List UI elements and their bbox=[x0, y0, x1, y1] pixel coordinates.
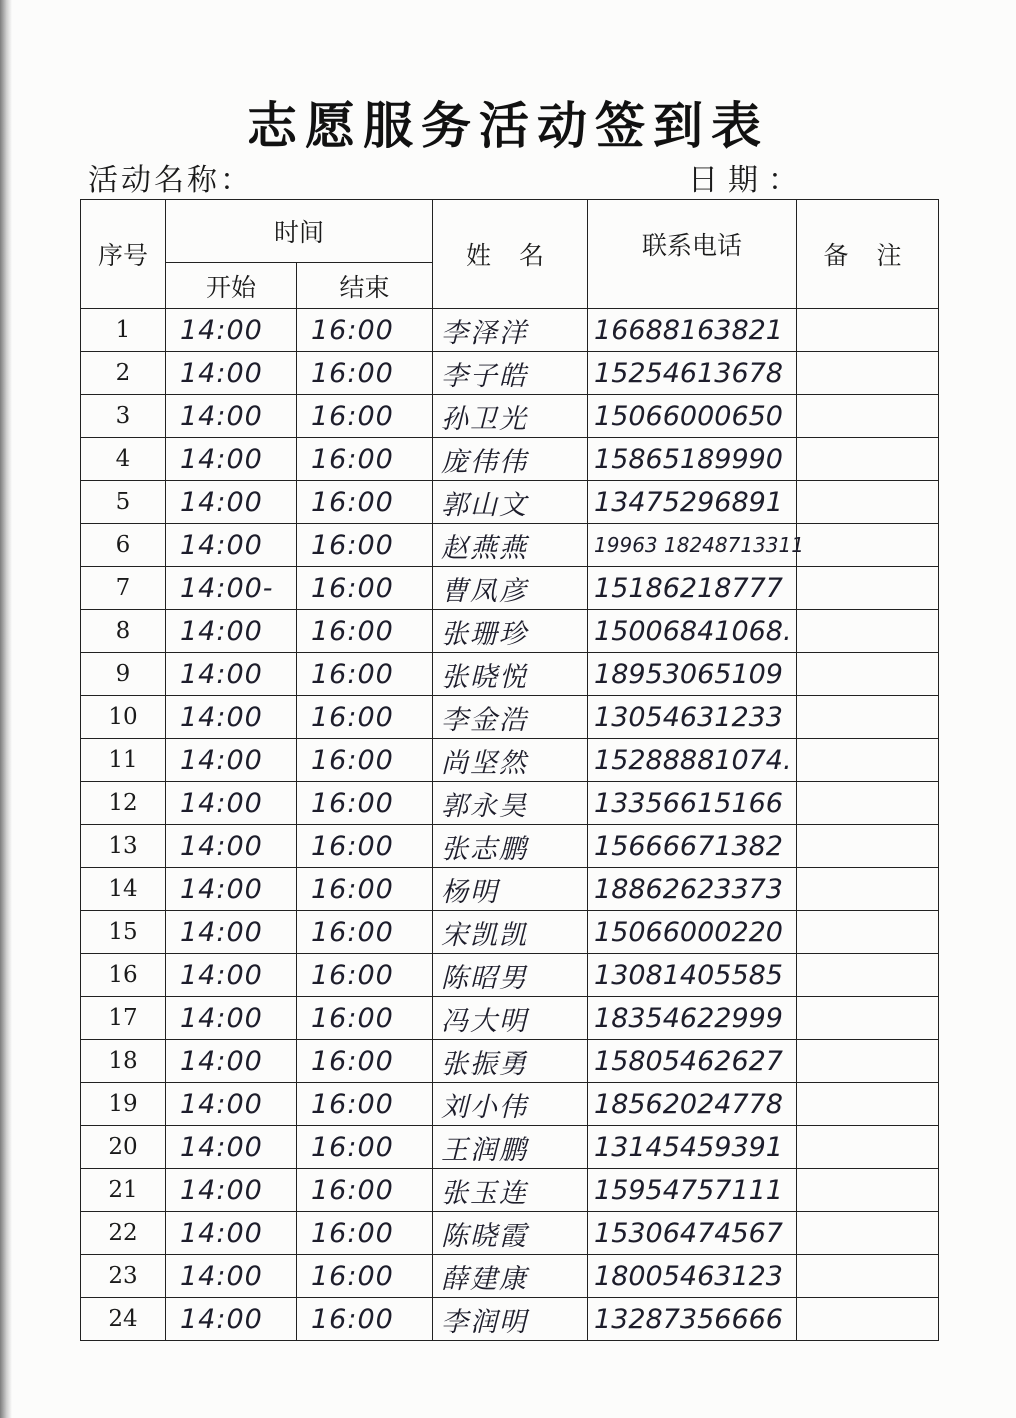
note-cell bbox=[797, 352, 939, 395]
page-title: 志愿服务活动签到表 bbox=[247, 96, 769, 155]
header-name: 姓 名 bbox=[433, 200, 588, 309]
row-number: 24 bbox=[81, 1298, 166, 1341]
start-time: 14:00 bbox=[166, 438, 297, 481]
end-time: 16:00 bbox=[297, 1298, 433, 1341]
table-row bbox=[81, 481, 939, 524]
note-cell bbox=[797, 1255, 939, 1298]
volunteer-name: 陈晓霞 bbox=[433, 1212, 588, 1255]
note-cell bbox=[797, 1040, 939, 1083]
note-cell bbox=[797, 1298, 939, 1341]
table-row bbox=[81, 438, 939, 481]
start-time: 14:00 bbox=[166, 395, 297, 438]
volunteer-name: 张晓悦 bbox=[433, 653, 588, 696]
phone-number: 18354622999 bbox=[588, 997, 797, 1040]
volunteer-name: 郭永昊 bbox=[433, 782, 588, 825]
row-number: 6 bbox=[81, 524, 166, 567]
end-time: 16:00 bbox=[297, 911, 433, 954]
volunteer-name: 张振勇 bbox=[433, 1040, 588, 1083]
table-row bbox=[81, 1212, 939, 1255]
start-time: 14:00 bbox=[166, 653, 297, 696]
end-time: 16:00 bbox=[297, 1169, 433, 1212]
volunteer-name: 宋凯凯 bbox=[433, 911, 588, 954]
phone-number: 13145459391 bbox=[588, 1126, 797, 1169]
end-time: 16:00 bbox=[297, 567, 433, 610]
note-cell bbox=[797, 868, 939, 911]
row-number: 10 bbox=[81, 696, 166, 739]
header-index: 序号 bbox=[81, 200, 166, 309]
table-row bbox=[81, 739, 939, 782]
note-cell bbox=[797, 395, 939, 438]
table-row bbox=[81, 524, 939, 567]
phone-number: 18953065109 bbox=[588, 653, 797, 696]
phone-number: 16688163821 bbox=[588, 309, 797, 352]
header-end: 结束 bbox=[297, 263, 433, 309]
volunteer-name: 张玉连 bbox=[433, 1169, 588, 1212]
note-cell bbox=[797, 825, 939, 868]
note-cell bbox=[797, 782, 939, 825]
note-cell bbox=[797, 567, 939, 610]
phone-number: 15254613678 bbox=[588, 352, 797, 395]
note-cell bbox=[797, 1212, 939, 1255]
note-cell bbox=[797, 1169, 939, 1212]
volunteer-name: 陈昭男 bbox=[433, 954, 588, 997]
end-time: 16:00 bbox=[297, 739, 433, 782]
phone-number: 13287356666 bbox=[588, 1298, 797, 1341]
end-time: 16:00 bbox=[297, 696, 433, 739]
volunteer-name: 尚坚然 bbox=[433, 739, 588, 782]
end-time: 16:00 bbox=[297, 868, 433, 911]
volunteer-name: 李子皓 bbox=[433, 352, 588, 395]
table-row bbox=[81, 954, 939, 997]
row-number: 17 bbox=[81, 997, 166, 1040]
end-time: 16:00 bbox=[297, 1126, 433, 1169]
table-row bbox=[81, 997, 939, 1040]
start-time: 14:00 bbox=[166, 997, 297, 1040]
row-number: 22 bbox=[81, 1212, 166, 1255]
volunteer-name: 郭山文 bbox=[433, 481, 588, 524]
note-cell bbox=[797, 1083, 939, 1126]
table-row bbox=[81, 352, 939, 395]
row-number: 2 bbox=[81, 352, 166, 395]
end-time: 16:00 bbox=[297, 524, 433, 567]
start-time: 14:00 bbox=[166, 1126, 297, 1169]
start-time: 14:00 bbox=[166, 868, 297, 911]
row-number: 9 bbox=[81, 653, 166, 696]
end-time: 16:00 bbox=[297, 1255, 433, 1298]
start-time: 14:00 bbox=[166, 610, 297, 653]
volunteer-name: 杨明 bbox=[433, 868, 588, 911]
table-row bbox=[81, 653, 939, 696]
start-time: 14:00 bbox=[166, 1040, 297, 1083]
signin-rows bbox=[81, 309, 939, 1341]
end-time: 16:00 bbox=[297, 954, 433, 997]
row-number: 16 bbox=[81, 954, 166, 997]
phone-number: 13054631233 bbox=[588, 696, 797, 739]
table-row bbox=[81, 610, 939, 653]
table-row bbox=[81, 395, 939, 438]
header-time: 时间 bbox=[166, 200, 433, 263]
volunteer-name: 曹凤彦 bbox=[433, 567, 588, 610]
end-time: 16:00 bbox=[297, 1212, 433, 1255]
phone-number: 13356615166 bbox=[588, 782, 797, 825]
note-cell bbox=[797, 481, 939, 524]
start-time: 14:00 bbox=[166, 1298, 297, 1341]
table-row bbox=[81, 825, 939, 868]
start-time: 14:00 bbox=[166, 352, 297, 395]
start-time: 14:00 bbox=[166, 911, 297, 954]
note-cell bbox=[797, 309, 939, 352]
volunteer-name: 张珊珍 bbox=[433, 610, 588, 653]
phone-number: 18005463123 bbox=[588, 1255, 797, 1298]
start-time: 14:00- bbox=[166, 567, 297, 610]
row-number: 15 bbox=[81, 911, 166, 954]
phone-number: 19963 18248713311 bbox=[588, 524, 797, 567]
end-time: 16:00 bbox=[297, 395, 433, 438]
phone-number: 15066000220 bbox=[588, 911, 797, 954]
note-cell bbox=[797, 524, 939, 567]
row-number: 14 bbox=[81, 868, 166, 911]
row-number: 7 bbox=[81, 567, 166, 610]
table-row bbox=[81, 309, 939, 352]
row-number: 4 bbox=[81, 438, 166, 481]
row-number: 21 bbox=[81, 1169, 166, 1212]
volunteer-name: 李金浩 bbox=[433, 696, 588, 739]
phone-number: 13475296891 bbox=[588, 481, 797, 524]
activity-name-label: 活动名称： bbox=[88, 163, 253, 198]
note-cell bbox=[797, 911, 939, 954]
note-cell bbox=[797, 696, 939, 739]
end-time: 16:00 bbox=[297, 653, 433, 696]
note-cell bbox=[797, 954, 939, 997]
table-row bbox=[81, 782, 939, 825]
end-time: 16:00 bbox=[297, 782, 433, 825]
start-time: 14:00 bbox=[166, 739, 297, 782]
table-row bbox=[81, 1126, 939, 1169]
signin-table bbox=[80, 199, 939, 1341]
end-time: 16:00 bbox=[297, 610, 433, 653]
volunteer-name: 赵燕燕 bbox=[433, 524, 588, 567]
volunteer-name: 薛建康 bbox=[433, 1255, 588, 1298]
end-time: 16:00 bbox=[297, 997, 433, 1040]
header-row bbox=[81, 200, 939, 263]
start-time: 14:00 bbox=[166, 954, 297, 997]
end-time: 16:00 bbox=[297, 438, 433, 481]
table-row bbox=[81, 1169, 939, 1212]
table-row bbox=[81, 696, 939, 739]
start-time: 14:00 bbox=[166, 1083, 297, 1126]
row-number: 1 bbox=[81, 309, 166, 352]
end-time: 16:00 bbox=[297, 481, 433, 524]
start-time: 14:00 bbox=[166, 1169, 297, 1212]
note-cell bbox=[797, 653, 939, 696]
phone-number: 15006841068. bbox=[588, 610, 797, 653]
phone-number: 15805462627 bbox=[588, 1040, 797, 1083]
start-time: 14:00 bbox=[166, 524, 297, 567]
phone-number: 15066000650 bbox=[588, 395, 797, 438]
volunteer-name: 冯大明 bbox=[433, 997, 588, 1040]
phone-number: 15186218777 bbox=[588, 567, 797, 610]
start-time: 14:00 bbox=[166, 825, 297, 868]
volunteer-name: 庞伟伟 bbox=[433, 438, 588, 481]
phone-number: 18862623373 bbox=[588, 868, 797, 911]
row-number: 11 bbox=[81, 739, 166, 782]
end-time: 16:00 bbox=[297, 352, 433, 395]
table-row bbox=[81, 868, 939, 911]
note-cell bbox=[797, 1126, 939, 1169]
phone-number: 15865189990 bbox=[588, 438, 797, 481]
table-row bbox=[81, 911, 939, 954]
phone-number: 15288881074. bbox=[588, 739, 797, 782]
row-number: 13 bbox=[81, 825, 166, 868]
paper-edge-shadow bbox=[0, 0, 12, 1418]
table-row bbox=[81, 567, 939, 610]
row-number: 23 bbox=[81, 1255, 166, 1298]
volunteer-name: 李润明 bbox=[433, 1298, 588, 1341]
start-time: 14:00 bbox=[166, 696, 297, 739]
end-time: 16:00 bbox=[297, 1040, 433, 1083]
phone-number: 15666671382 bbox=[588, 825, 797, 868]
phone-number: 18562024778 bbox=[588, 1083, 797, 1126]
row-number: 19 bbox=[81, 1083, 166, 1126]
row-number: 3 bbox=[81, 395, 166, 438]
phone-number: 15954757111 bbox=[588, 1169, 797, 1212]
header-start: 开始 bbox=[166, 263, 297, 309]
start-time: 14:00 bbox=[166, 309, 297, 352]
phone-number: 13081405585 bbox=[588, 954, 797, 997]
table-row bbox=[81, 1040, 939, 1083]
note-cell bbox=[797, 438, 939, 481]
row-number: 5 bbox=[81, 481, 166, 524]
volunteer-name: 孙卫光 bbox=[433, 395, 588, 438]
end-time: 16:00 bbox=[297, 1083, 433, 1126]
row-number: 8 bbox=[81, 610, 166, 653]
header-note: 备 注 bbox=[797, 200, 939, 309]
start-time: 14:00 bbox=[166, 1255, 297, 1298]
header-phone: 联系电话 bbox=[588, 200, 797, 309]
row-number: 20 bbox=[81, 1126, 166, 1169]
end-time: 16:00 bbox=[297, 309, 433, 352]
table-row bbox=[81, 1083, 939, 1126]
end-time: 16:00 bbox=[297, 825, 433, 868]
volunteer-name: 张志鹏 bbox=[433, 825, 588, 868]
start-time: 14:00 bbox=[166, 481, 297, 524]
row-number: 12 bbox=[81, 782, 166, 825]
phone-number: 15306474567 bbox=[588, 1212, 797, 1255]
volunteer-name: 刘小伟 bbox=[433, 1083, 588, 1126]
volunteer-name: 李泽洋 bbox=[433, 309, 588, 352]
table-row bbox=[81, 1255, 939, 1298]
date-label: 日期： bbox=[688, 163, 808, 198]
note-cell bbox=[797, 997, 939, 1040]
table-row bbox=[81, 1298, 939, 1341]
row-number: 18 bbox=[81, 1040, 166, 1083]
start-time: 14:00 bbox=[166, 782, 297, 825]
volunteer-name: 王润鹏 bbox=[433, 1126, 588, 1169]
note-cell bbox=[797, 739, 939, 782]
note-cell bbox=[797, 610, 939, 653]
start-time: 14:00 bbox=[166, 1212, 297, 1255]
